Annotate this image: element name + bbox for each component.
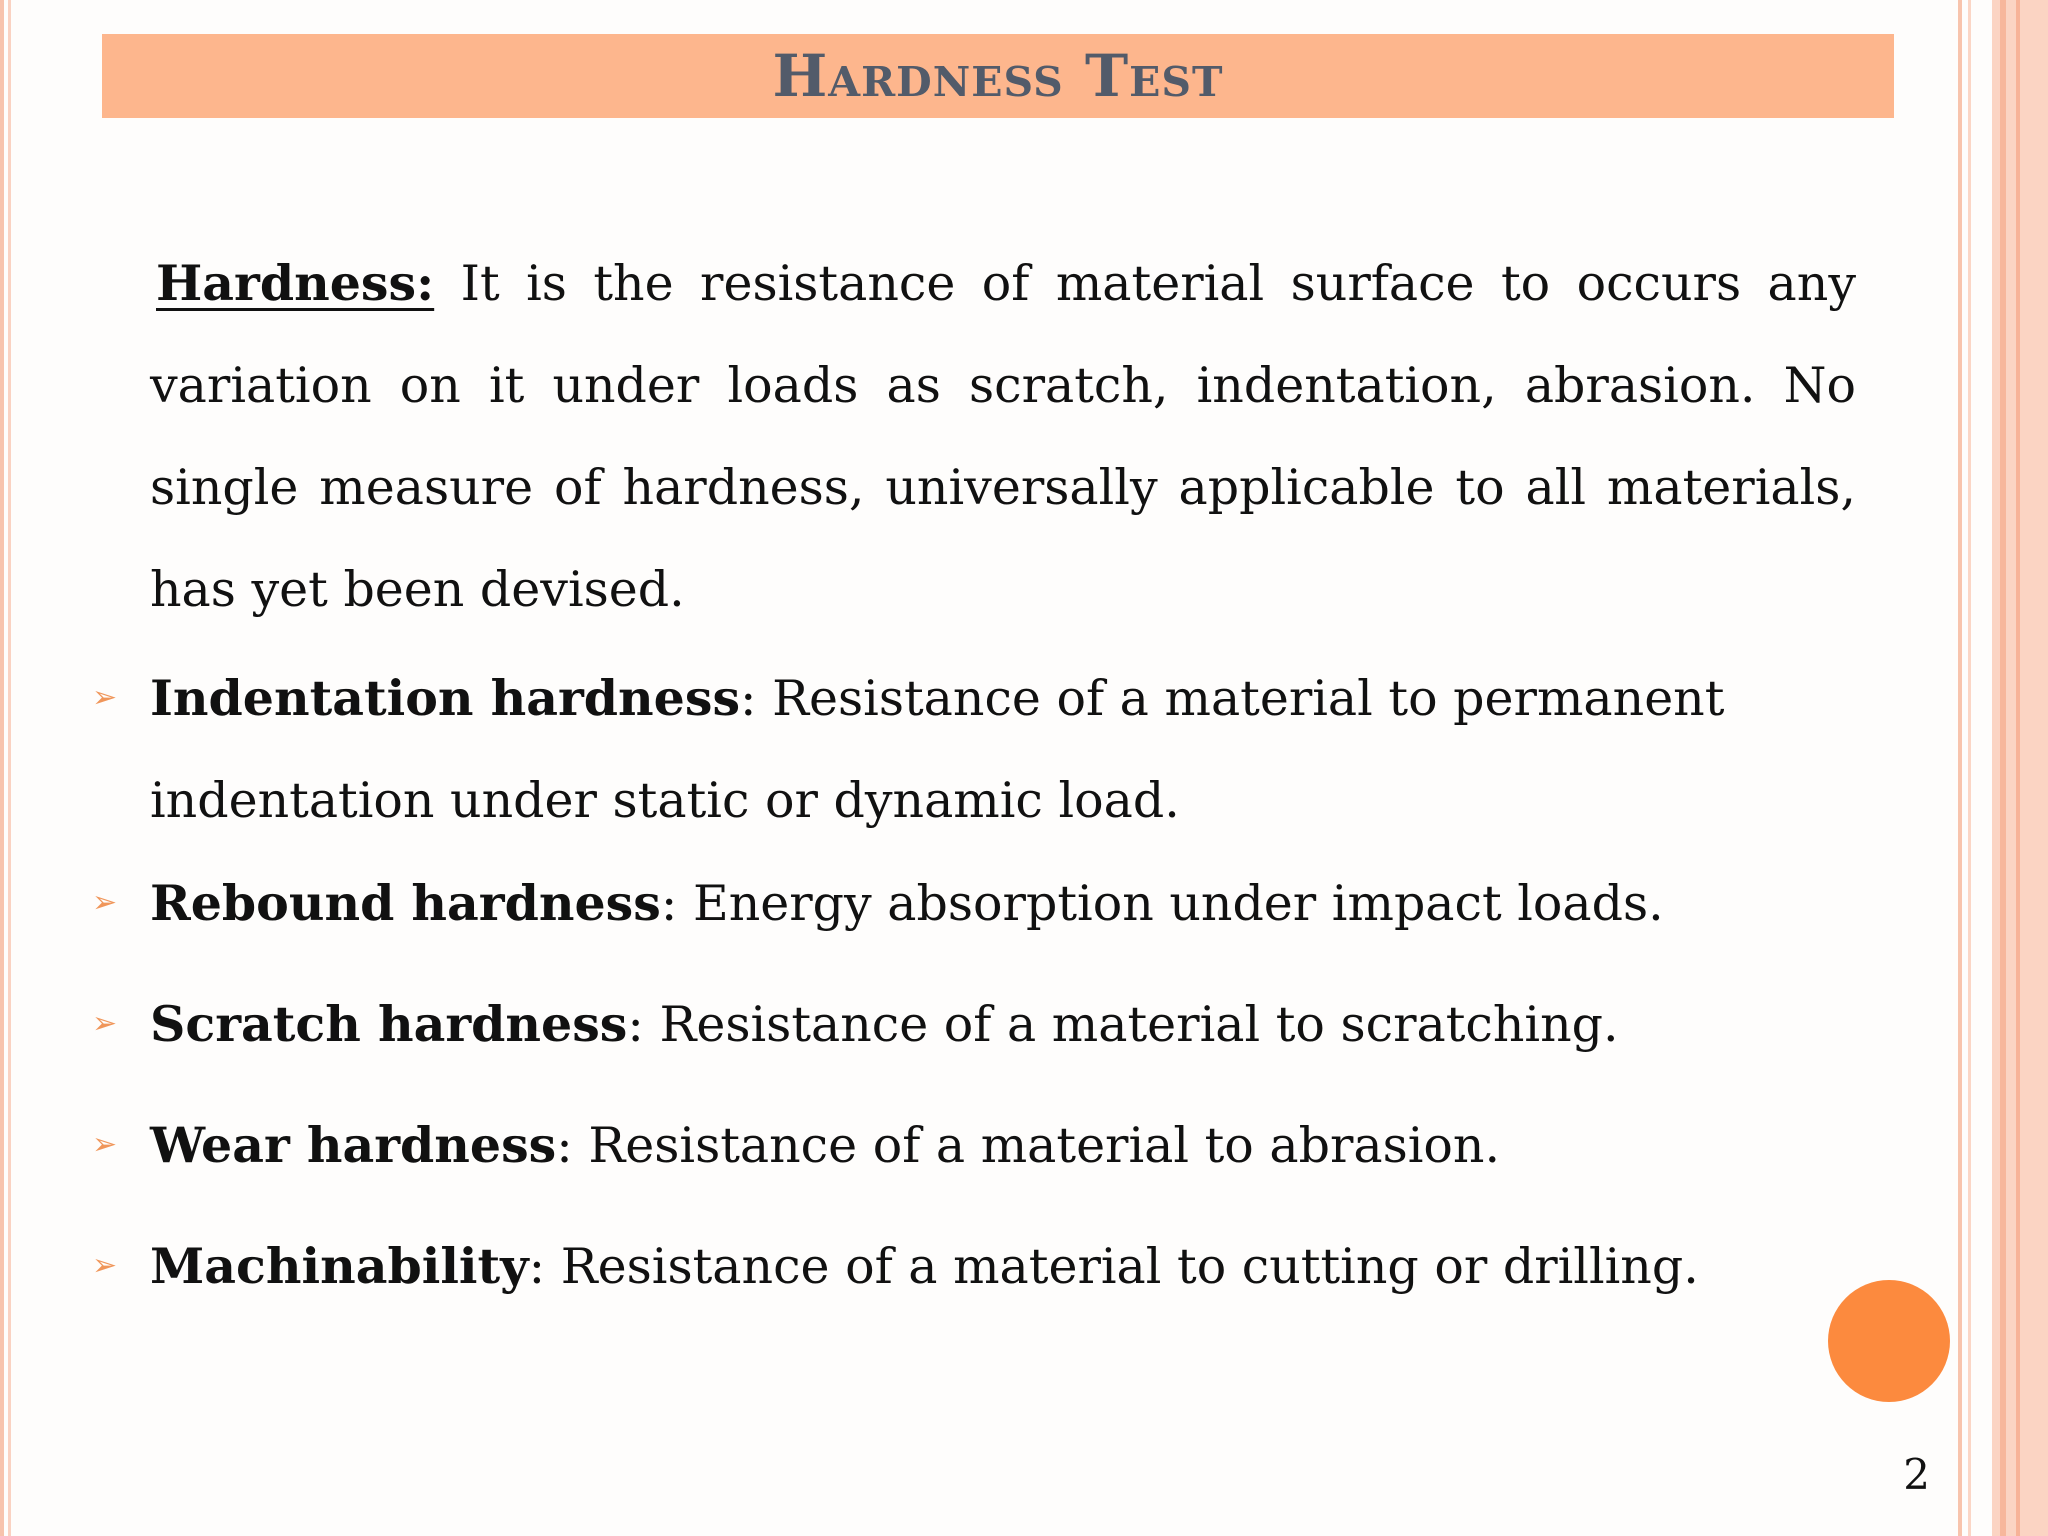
- arrow-right-icon: ➢: [92, 680, 118, 715]
- list-item: [92, 973, 1856, 1076]
- bullet-text: Resistance of a material to scratching.: [659, 996, 1619, 1053]
- bullet-term: Scratch hardness: [150, 995, 628, 1053]
- right-border-stripe: [1968, 0, 1971, 1536]
- bullet-list: [92, 647, 1856, 1318]
- bullet-text: Resistance of a material to abrasion.: [588, 1117, 1501, 1174]
- intro-term: Hardness:: [156, 254, 435, 312]
- list-item: [92, 1215, 1856, 1318]
- bullet-separator: :: [627, 996, 660, 1053]
- arrow-right-icon: ➢: [92, 1248, 118, 1283]
- right-border-stripe: [1958, 0, 1962, 1536]
- bullet-separator: :: [660, 875, 693, 932]
- bullet-separator: :: [528, 1238, 561, 1295]
- right-border-stripe: [2000, 0, 2006, 1536]
- list-item: [92, 1094, 1856, 1197]
- bullet-term: Wear hardness: [150, 1116, 557, 1174]
- left-border-stripe: [8, 0, 11, 1536]
- list-item: [92, 647, 1856, 852]
- slide-content: [92, 232, 1856, 1336]
- arrow-right-icon: ➢: [92, 1006, 118, 1041]
- bullet-text: Energy absorption under impact loads.: [692, 875, 1664, 932]
- bullet-term: Rebound hardness: [150, 874, 661, 932]
- list-item: [92, 852, 1856, 955]
- bullet-separator: :: [740, 670, 773, 727]
- bullet-term: Indentation hardness: [150, 669, 741, 727]
- bullet-text: Resistance of a material to permanent indentation under static or dynamic load.: [150, 670, 1725, 829]
- bullet-text: Resistance of a material to cutting or drilling.: [560, 1238, 1699, 1295]
- left-border-stripe: [0, 0, 4, 1536]
- decorative-circle: [1828, 1280, 1950, 1402]
- bullet-separator: :: [556, 1117, 589, 1174]
- arrow-right-icon: ➢: [92, 885, 118, 920]
- slide-title: Hardness Test: [772, 42, 1224, 110]
- page-number: 2: [1903, 1450, 1930, 1499]
- intro-paragraph: [150, 232, 1856, 641]
- intro-text: It is the resistance of material surface to occurs any variation on it under loads as scratch, indentation, abrasion. No single measure of hardness, universally applicable to all materials, has yet been devised.: [150, 255, 1856, 618]
- bullet-term: Machinability: [150, 1237, 529, 1295]
- right-border-stripe: [2016, 0, 2020, 1536]
- arrow-right-icon: ➢: [92, 1127, 118, 1162]
